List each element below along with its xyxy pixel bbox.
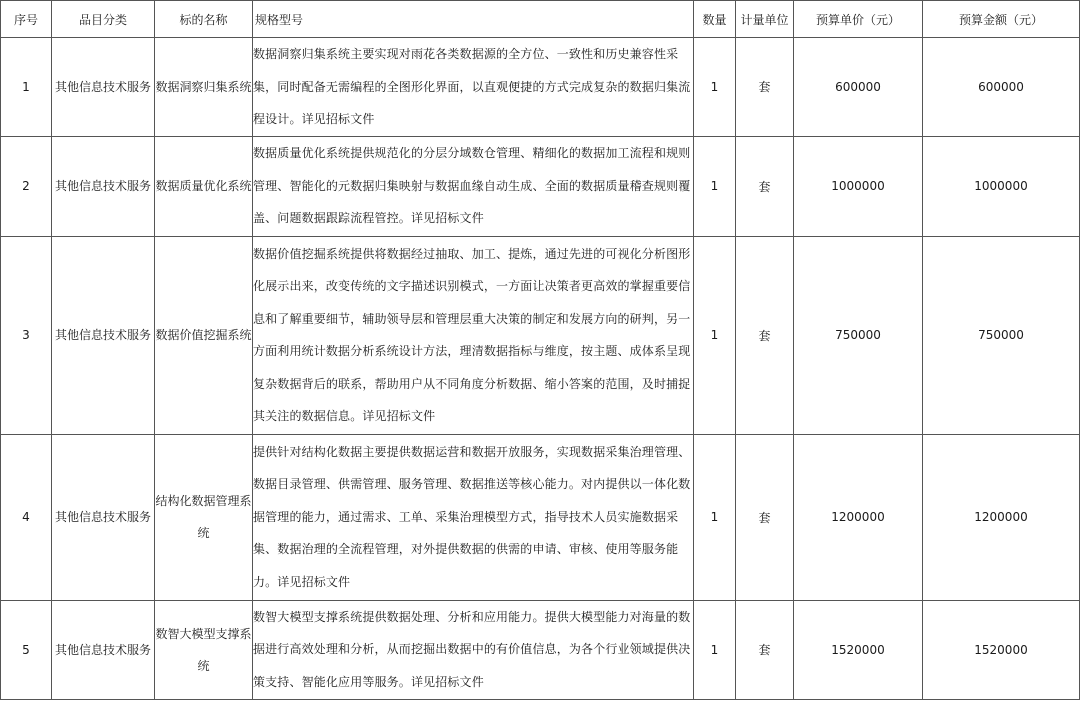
cell-no: 3 xyxy=(1,236,52,434)
cell-category: 其他信息技术服务 xyxy=(52,136,155,236)
table-row xyxy=(1,600,1080,699)
cell-no: 5 xyxy=(1,600,52,699)
header-spec: 规格型号 xyxy=(253,1,694,38)
cell-spec xyxy=(253,434,694,600)
header-row xyxy=(1,1,1080,38)
cell-name: 数据洞察归集系统 xyxy=(155,38,253,137)
cell-qty: 1 xyxy=(694,38,736,137)
cell-unit: 套 xyxy=(736,136,794,236)
cell-unit-price: 1200000 xyxy=(794,434,923,600)
cell-no: 2 xyxy=(1,136,52,236)
cell-spec xyxy=(253,600,694,699)
cell-qty: 1 xyxy=(694,236,736,434)
cell-name: 数据质量优化系统 xyxy=(155,136,253,236)
header-unit: 计量单位 xyxy=(736,1,794,38)
cell-spec-text: 数据质量优化系统提供规范化的分层分域数仓管理、精细化的数据加工流程和规则管理、智能化的元数据归集映射与数据血缘自动生成、全面的数据质量稽查规则覆盖、问题数据跟踪流程管控。详见招标文件 xyxy=(253,146,691,226)
header-qty: 数量 xyxy=(694,1,736,38)
cell-category: 其他信息技术服务 xyxy=(52,434,155,600)
header-name: 标的名称 xyxy=(155,1,253,38)
cell-spec-text: 数智大模型支撑系统提供数据处理、分析和应用能力。提供大模型能力对海量的数据进行高效处理和分析，从而挖掘出数据中的有价值信息，为各个行业领域提供决策支持、智能化应用等服务。详见招标文件 xyxy=(253,609,691,689)
cell-unit: 套 xyxy=(736,38,794,137)
cell-category: 其他信息技术服务 xyxy=(52,600,155,699)
cell-unit-price: 1520000 xyxy=(794,600,923,699)
cell-spec xyxy=(253,236,694,434)
cell-spec xyxy=(253,38,694,137)
cell-unit-price: 1000000 xyxy=(794,136,923,236)
header-unit-price: 预算单价（元） xyxy=(794,1,923,38)
cell-unit: 套 xyxy=(736,236,794,434)
cell-name: 数智大模型支撑系统 xyxy=(155,600,253,699)
cell-qty: 1 xyxy=(694,434,736,600)
cell-unit-price: 600000 xyxy=(794,38,923,137)
cell-no: 1 xyxy=(1,38,52,137)
cell-spec xyxy=(253,136,694,236)
cell-unit-price: 750000 xyxy=(794,236,923,434)
cell-name: 数据价值挖掘系统 xyxy=(155,236,253,434)
cell-total: 1520000 xyxy=(923,600,1080,699)
table-row xyxy=(1,236,1080,434)
cell-qty: 1 xyxy=(694,136,736,236)
cell-spec-text: 提供针对结构化数据主要提供数据运营和数据开放服务，实现数据采集治理管理、数据目录管理、供需管理、服务管理、数据推送等核心能力。对内提供以一体化数据管理的能力，通过需求、工单、采集治理模型方式，指导技术人员实施数据采集、数据治理的全流程管理，对外提供数据的供需的申请、审核、使用等服务能力。详见招标文件 xyxy=(253,444,691,589)
header-no: 序号 xyxy=(1,1,52,38)
cell-total: 750000 xyxy=(923,236,1080,434)
cell-total: 1200000 xyxy=(923,434,1080,600)
table-row xyxy=(1,38,1080,137)
cell-spec-text: 数据洞察归集系统主要实现对雨花各类数据源的全方位、一致性和历史兼容性采集，同时配备无需编程的全图形化界面，以直观便捷的方式完成复杂的数据归集流程设计。详见招标文件 xyxy=(253,47,691,126)
cell-name: 结构化数据管理系统 xyxy=(155,434,253,600)
cell-category: 其他信息技术服务 xyxy=(52,38,155,137)
cell-spec-text: 数据价值挖掘系统提供将数据经过抽取、加工、提炼，通过先进的可视化分析图形化展示出来，改变传统的文字描述识别模式，一方面让决策者更高效的掌握重要信息和了解重要细节，辅助领导层和管理层重大决策的制定和发展方向的研判，另一方面利用统计数据分析系统设计方法，理清数据指标与维度，按主题、成体系呈现复杂数据背后的联系，帮助用户从不同角度分析数据、缩小答案的范围，及时捕捉其关注的数据信息。详见招标文件 xyxy=(253,246,691,423)
header-total: 预算金额（元） xyxy=(923,1,1080,38)
table-row xyxy=(1,136,1080,236)
table-row xyxy=(1,434,1080,600)
header-category: 品目分类 xyxy=(52,1,155,38)
cell-category: 其他信息技术服务 xyxy=(52,236,155,434)
cell-unit: 套 xyxy=(736,600,794,699)
cell-no: 4 xyxy=(1,434,52,600)
cell-total: 1000000 xyxy=(923,136,1080,236)
cell-qty: 1 xyxy=(694,600,736,699)
cell-unit: 套 xyxy=(736,434,794,600)
cell-total: 600000 xyxy=(923,38,1080,137)
